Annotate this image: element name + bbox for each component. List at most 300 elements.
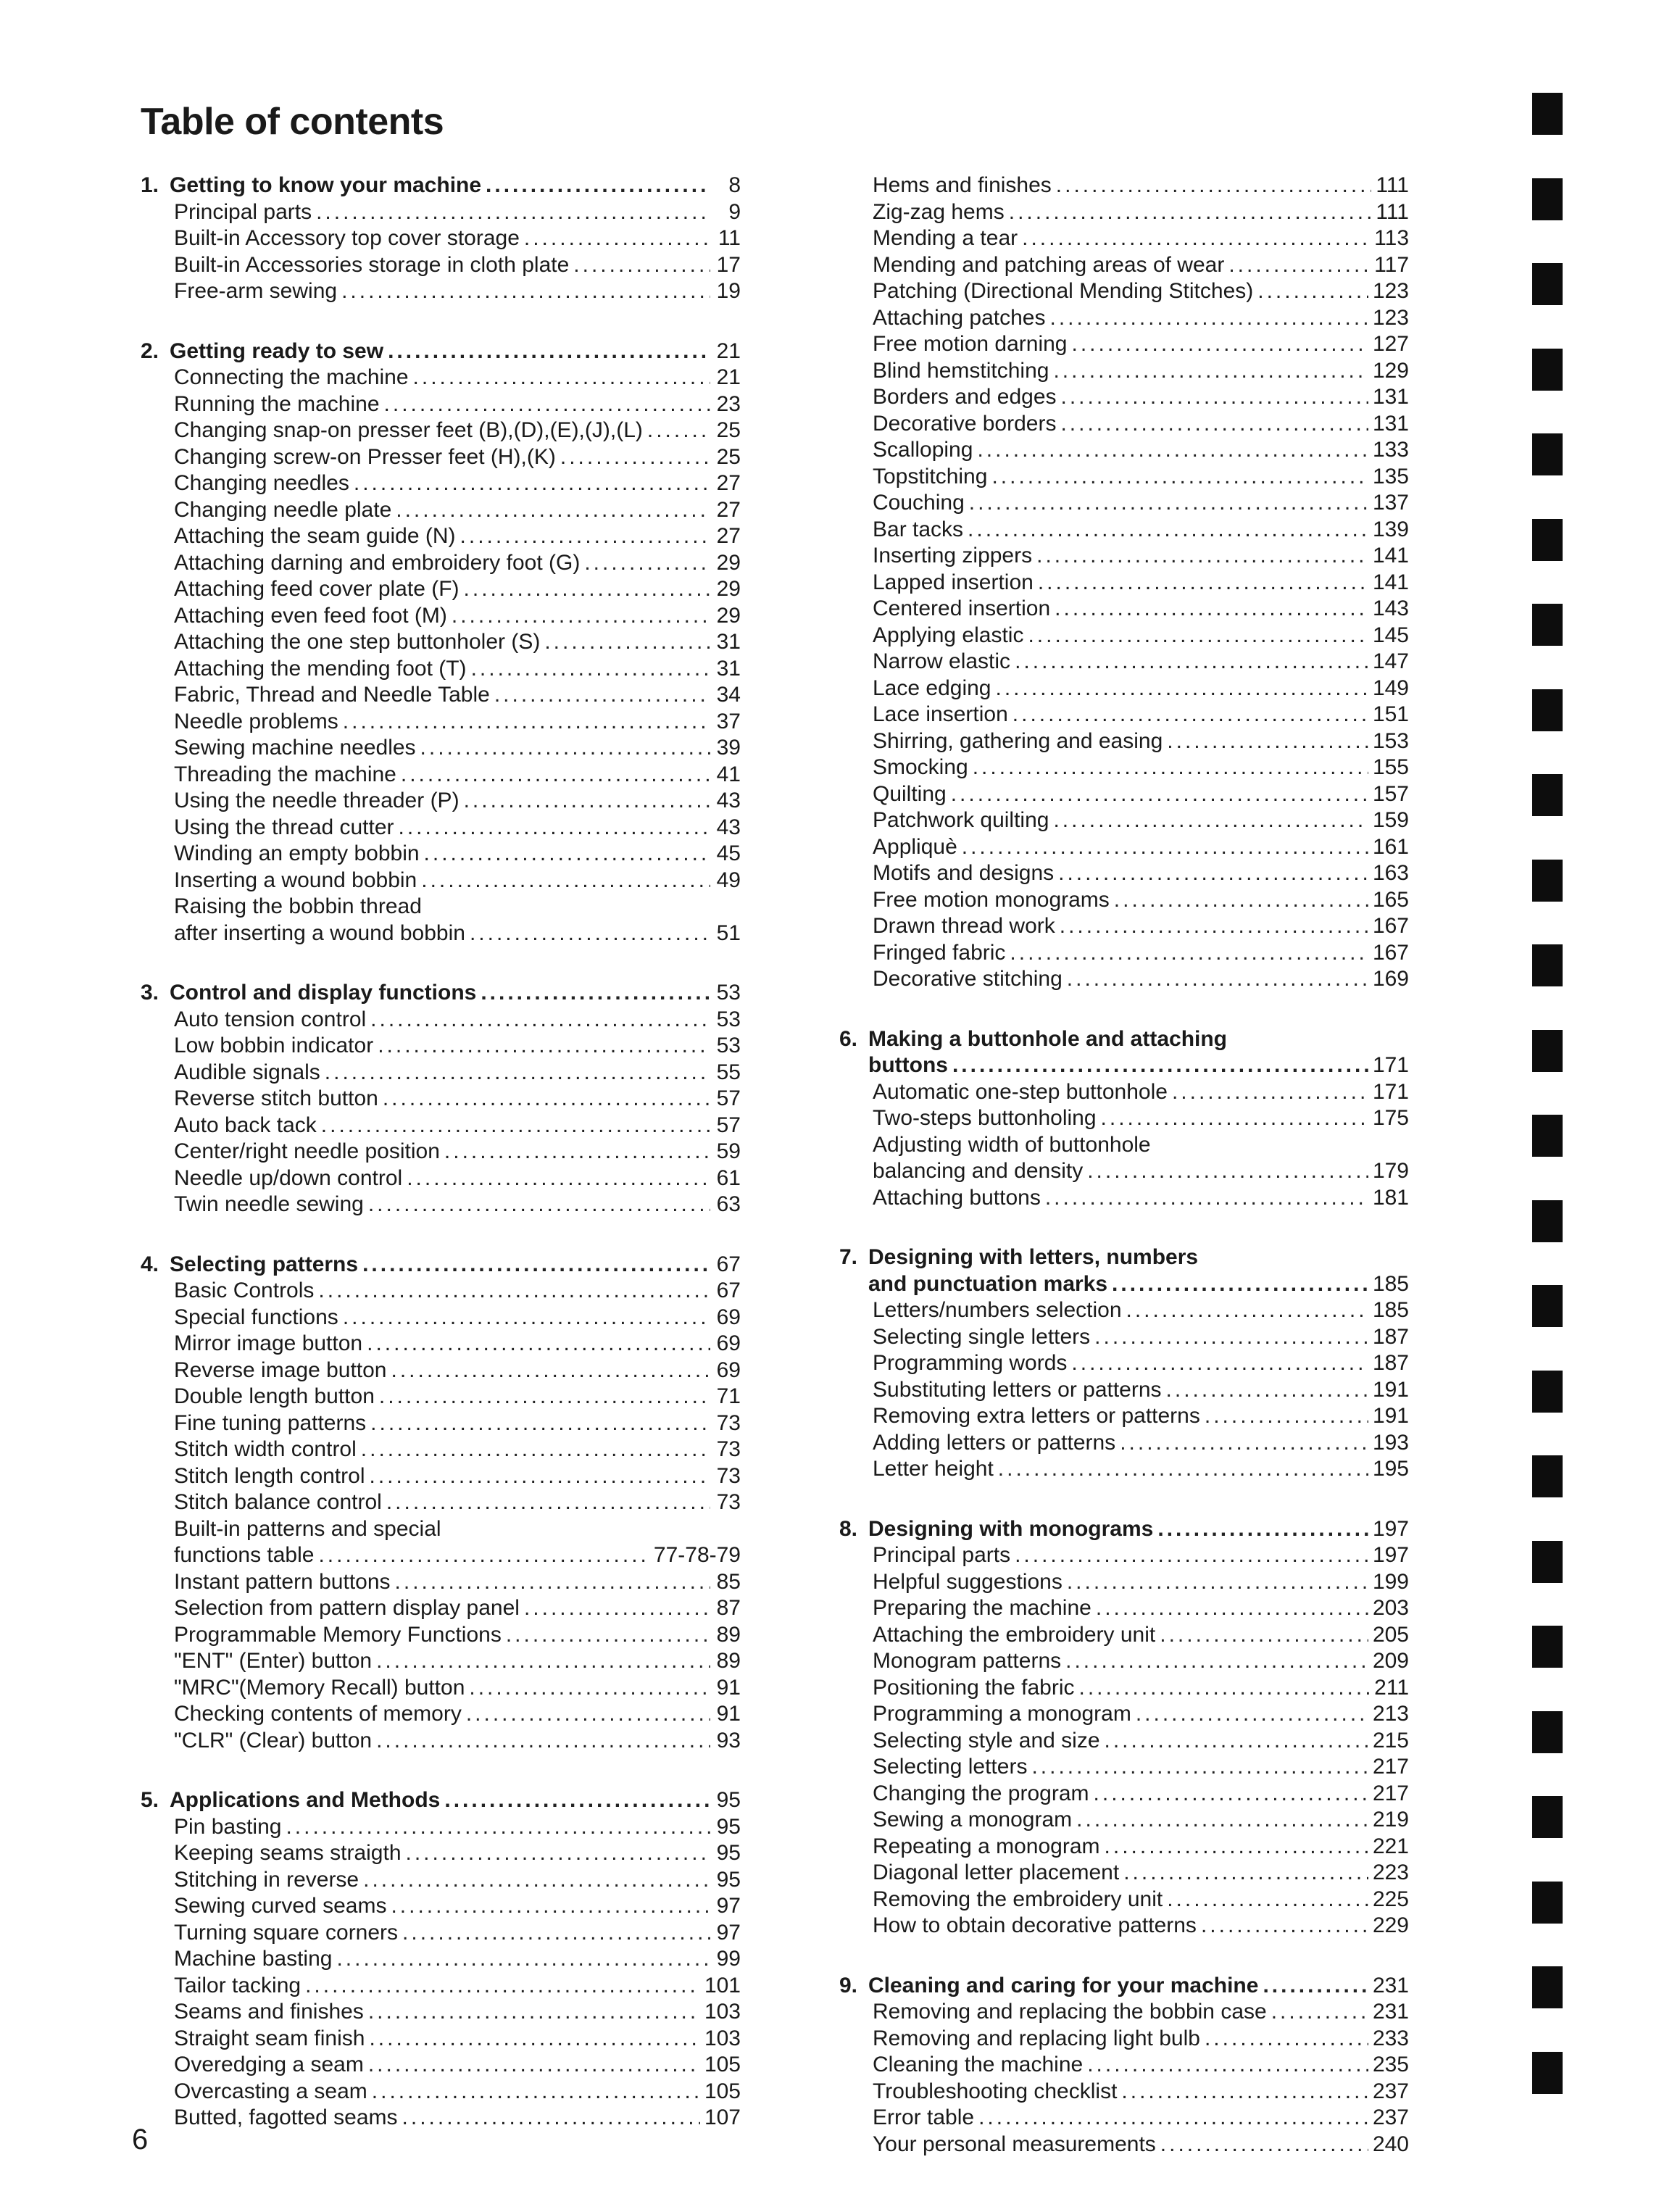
entry-label: Troubleshooting checklist	[873, 2079, 1118, 2103]
toc-entry[interactable]	[141, 1648, 741, 1675]
toc-entry[interactable]	[839, 252, 1409, 279]
section-number: 4.	[141, 1252, 159, 1276]
page-ref: 131	[1372, 385, 1409, 409]
dot-leader	[413, 365, 710, 391]
page-ref: 101	[704, 1973, 741, 1997]
toc-entry[interactable]	[141, 1437, 741, 1463]
entry-label: Applying elastic	[873, 623, 1024, 647]
toc-entry[interactable]	[839, 305, 1409, 332]
thumb-tab	[1532, 178, 1563, 220]
page-ref: 153	[1372, 728, 1409, 753]
toc-section-heading[interactable]	[141, 980, 741, 1007]
toc-entry[interactable]	[839, 1430, 1409, 1457]
section-title: Making a buttonhole and attaching	[868, 1026, 1227, 1051]
toc-entry[interactable]	[839, 1569, 1409, 1596]
toc-entry[interactable]	[141, 417, 741, 444]
toc-entry[interactable]	[839, 728, 1409, 755]
entry-label: Adding letters or patterns	[873, 1430, 1116, 1455]
entry-label: Free-arm sewing	[174, 279, 338, 303]
toc-entry[interactable]	[839, 543, 1409, 570]
toc-entry[interactable]	[141, 2079, 741, 2105]
toc-entry[interactable]	[839, 2079, 1409, 2105]
dot-leader	[973, 754, 1368, 781]
toc-entry[interactable]	[839, 172, 1409, 199]
dot-leader	[361, 1437, 710, 1463]
dot-leader	[1121, 2079, 1368, 2105]
dot-leader	[1087, 2052, 1368, 2079]
dot-leader	[401, 762, 710, 789]
page-ref: 143	[1372, 596, 1409, 620]
page-ref: 89	[716, 1649, 741, 1673]
toc-entry[interactable]	[839, 1403, 1409, 1430]
section-title: and punctuation marks	[868, 1271, 1108, 1296]
page-ref: 51	[716, 920, 741, 945]
page-ref: 169	[1372, 967, 1409, 991]
toc-entry[interactable]	[141, 2052, 741, 2079]
toc-entry[interactable]	[839, 1542, 1409, 1569]
toc-entry[interactable]	[839, 1675, 1409, 1702]
section-title: Getting to know your machine	[170, 173, 482, 197]
page-ref: 55	[716, 1060, 741, 1084]
thumb-tab	[1532, 1626, 1563, 1668]
toc-entry[interactable]	[141, 920, 741, 947]
entry-label: Shirring, gathering and easing	[873, 728, 1163, 753]
toc-entry[interactable]	[839, 1158, 1409, 1185]
toc-entry[interactable]	[141, 199, 741, 226]
toc-entry[interactable]	[839, 384, 1409, 411]
toc-section-heading[interactable]	[141, 172, 741, 199]
page-ref: 103	[704, 2000, 741, 2024]
toc-entry[interactable]	[839, 702, 1409, 728]
toc-entry[interactable]	[839, 2105, 1409, 2132]
toc-entry[interactable]	[141, 252, 741, 279]
dot-leader	[391, 1893, 710, 1920]
entry-label: Using the thread cutter	[174, 815, 394, 839]
toc-entry[interactable]	[839, 649, 1409, 675]
toc-entry[interactable]	[839, 517, 1409, 544]
entry-label: Attaching the mending foot (T)	[174, 656, 467, 681]
toc-section-heading[interactable]	[839, 1244, 1409, 1271]
toc-entry[interactable]	[141, 2026, 741, 2053]
toc-entry[interactable]	[141, 1410, 741, 1437]
toc-entry[interactable]	[839, 1079, 1409, 1106]
toc-section-heading[interactable]	[141, 1787, 741, 1814]
entry-label: Smocking	[873, 755, 968, 779]
page-ref: 27	[716, 497, 741, 522]
toc-section-heading[interactable]	[141, 338, 741, 365]
dot-leader	[1160, 1622, 1368, 1649]
dot-leader	[391, 1358, 711, 1384]
dot-leader	[1009, 199, 1372, 226]
toc-entry[interactable]	[839, 1807, 1409, 1834]
toc-entry[interactable]	[839, 1860, 1409, 1887]
entry-label: Double length button	[174, 1384, 375, 1408]
toc-entry[interactable]	[141, 470, 741, 497]
dot-leader	[524, 225, 710, 252]
dot-leader	[469, 1675, 710, 1702]
toc-entry[interactable]	[141, 1165, 741, 1192]
dot-leader	[396, 497, 710, 524]
toc-entry[interactable]	[839, 1834, 1409, 1861]
toc-entry[interactable]	[839, 358, 1409, 385]
page-ref: 43	[716, 789, 741, 812]
dot-leader	[286, 1814, 710, 1841]
toc-entry[interactable]	[141, 894, 741, 920]
entry-label: Selecting style and size	[873, 1728, 1100, 1753]
toc-entry[interactable]	[839, 1297, 1409, 1324]
toc-entry[interactable]	[141, 1946, 741, 1973]
thumb-tab	[1532, 519, 1563, 561]
dot-leader	[1096, 1595, 1368, 1622]
toc-entry[interactable]	[141, 762, 741, 789]
toc-entry[interactable]	[141, 1595, 741, 1622]
toc-entry[interactable]	[141, 735, 741, 762]
toc-entry[interactable]	[141, 1867, 741, 1894]
toc-entry[interactable]	[141, 576, 741, 603]
thumb-tab	[1532, 1796, 1563, 1838]
toc-entry[interactable]	[141, 225, 741, 252]
toc-entry[interactable]	[141, 1920, 741, 1947]
toc-entry[interactable]	[141, 1192, 741, 1218]
toc-entry[interactable]	[141, 550, 741, 577]
toc-entry[interactable]	[141, 1701, 741, 1728]
entry-label: Topstitching	[873, 464, 988, 488]
dot-leader	[321, 1113, 710, 1139]
dot-leader	[1060, 411, 1368, 438]
toc-entry[interactable]	[839, 199, 1409, 226]
page-ref: 135	[1372, 464, 1409, 488]
dot-leader	[336, 1946, 710, 1973]
toc-entry[interactable]	[839, 754, 1409, 781]
toc-entry[interactable]	[839, 913, 1409, 940]
toc-entry[interactable]	[839, 860, 1409, 887]
thumb-tab	[1532, 1966, 1563, 2008]
entry-label: Your personal measurements	[873, 2132, 1156, 2156]
page-ref: 91	[716, 1702, 741, 1726]
toc-entry[interactable]	[141, 278, 741, 305]
thumb-tab	[1532, 1711, 1563, 1753]
page-ref: 61	[716, 1165, 741, 1190]
page-ref: 185	[1372, 1298, 1409, 1322]
entry-label: Removing extra letters or patterns	[873, 1404, 1200, 1428]
toc-entry[interactable]	[839, 2026, 1409, 2053]
toc-entry[interactable]	[141, 365, 741, 391]
toc-entry[interactable]	[839, 596, 1409, 623]
dot-leader	[1079, 1675, 1371, 1702]
dot-leader	[951, 781, 1368, 808]
entry-label: Drawn thread work	[873, 914, 1055, 938]
page-ref: 11	[718, 226, 741, 250]
page-ref: 8	[728, 173, 741, 197]
toc-entry[interactable]	[141, 868, 741, 894]
toc-entry[interactable]	[839, 1377, 1409, 1404]
toc-entry[interactable]	[839, 225, 1409, 252]
toc-entry[interactable]	[839, 1701, 1409, 1728]
toc-entry[interactable]	[839, 1105, 1409, 1132]
entry-label: Cleaning the machine	[873, 2053, 1084, 2076]
entry-label: Decorative borders	[873, 411, 1057, 436]
toc-section-heading[interactable]	[839, 1026, 1409, 1053]
toc-section-heading[interactable]	[839, 1973, 1409, 2000]
page-ref: 225	[1372, 1887, 1409, 1911]
page-ref: 69	[716, 1305, 741, 1329]
toc-entry[interactable]	[839, 437, 1409, 464]
toc-entry[interactable]	[141, 1305, 741, 1331]
toc-entry[interactable]	[141, 1675, 741, 1702]
page-ref: 159	[1372, 808, 1409, 832]
page-ref: 151	[1372, 702, 1409, 726]
entry-label: Letters/numbers selection	[873, 1298, 1122, 1322]
page-ref: 167	[1372, 914, 1409, 938]
toc-entry[interactable]	[839, 1728, 1409, 1755]
entry-label: Zig-zag hems	[873, 199, 1005, 224]
toc-entry[interactable]	[839, 278, 1409, 305]
entry-label: Attaching the seam guide (N)	[174, 524, 456, 548]
toc-entry[interactable]	[141, 1973, 741, 2000]
section-number: 1.	[141, 173, 159, 197]
toc-entry[interactable]	[839, 490, 1409, 517]
section-title: Applications and Methods	[170, 1788, 441, 1812]
page-ref: 73	[716, 1463, 741, 1488]
dot-leader	[444, 1787, 710, 1814]
entry-label: functions table	[174, 1543, 315, 1567]
toc-entry[interactable]	[141, 1384, 741, 1410]
page-ref: 91	[716, 1675, 741, 1700]
entry-label: Preparing the machine	[873, 1596, 1091, 1620]
toc-entry[interactable]	[839, 1622, 1409, 1649]
entry-label: Mending and patching areas of wear	[873, 252, 1225, 277]
entry-label: Lapped insertion	[873, 570, 1034, 594]
toc-entry[interactable]	[141, 1060, 741, 1086]
entry-label: Stitch balance control	[174, 1490, 382, 1514]
toc-entry[interactable]	[839, 331, 1409, 358]
toc-entry[interactable]	[141, 1278, 741, 1305]
page-ref: 197	[1372, 1516, 1409, 1541]
thumb-tab	[1532, 1455, 1563, 1497]
page-ref: 123	[1372, 279, 1409, 303]
toc-entry[interactable]	[141, 788, 741, 815]
dot-leader	[1257, 278, 1368, 305]
page-ref: 23	[716, 391, 741, 416]
toc-entry[interactable]	[839, 675, 1409, 702]
dot-leader	[420, 735, 710, 762]
toc-entry[interactable]	[839, 1754, 1409, 1781]
page-ref: 95	[716, 1867, 741, 1892]
toc-entry[interactable]	[141, 2105, 741, 2132]
toc-entry[interactable]	[141, 629, 741, 656]
dot-leader	[376, 1648, 710, 1675]
entry-label: Attaching buttons	[873, 1185, 1041, 1210]
toc-entry[interactable]	[141, 1516, 741, 1543]
entry-label: Centered insertion	[873, 596, 1051, 620]
dot-leader	[978, 2105, 1368, 2132]
page-ref: 111	[1376, 173, 1409, 197]
toc-entry[interactable]	[839, 966, 1409, 993]
toc-section-heading[interactable]	[839, 1052, 1409, 1079]
entry-label: Removing the embroidery unit	[873, 1887, 1163, 1911]
page-ref: 187	[1372, 1324, 1409, 1349]
toc-entry[interactable]	[839, 1781, 1409, 1808]
entry-label: Selecting single letters	[873, 1324, 1091, 1349]
dot-leader	[506, 1622, 710, 1649]
toc-entry[interactable]	[141, 1622, 741, 1649]
dot-leader	[464, 576, 710, 603]
toc-entry[interactable]	[839, 1595, 1409, 1622]
toc-entry[interactable]	[839, 623, 1409, 649]
entry-label: balancing and density	[873, 1159, 1084, 1183]
toc-entry[interactable]	[141, 841, 741, 868]
thumb-tab	[1532, 689, 1563, 731]
page-ref: 67	[716, 1252, 741, 1276]
entry-label: Connecting the machine	[174, 365, 409, 389]
toc-entry[interactable]	[839, 1350, 1409, 1377]
toc-entry[interactable]	[141, 1007, 741, 1034]
dot-leader	[452, 603, 710, 630]
thumb-tab	[1532, 263, 1563, 305]
toc-entry[interactable]	[839, 2132, 1409, 2158]
entry-label: Lace edging	[873, 675, 991, 700]
dot-leader	[1101, 1105, 1368, 1132]
toc-entry[interactable]	[141, 391, 741, 418]
toc-entry[interactable]	[141, 682, 741, 709]
dot-leader	[343, 1305, 710, 1331]
page-ref: 223	[1372, 1861, 1409, 1884]
entry-label: Raising the bobbin thread	[174, 894, 422, 918]
thumb-index-tabs	[1532, 93, 1563, 2122]
toc-entry[interactable]	[141, 1840, 741, 1867]
toc-entry[interactable]	[839, 834, 1409, 861]
dot-leader	[995, 675, 1368, 702]
entry-label: Principal parts	[174, 199, 312, 224]
toc-entry[interactable]	[839, 1913, 1409, 1940]
dot-leader	[370, 1007, 710, 1034]
toc-section-heading[interactable]	[839, 1271, 1409, 1298]
toc-entry[interactable]	[141, 1033, 741, 1060]
toc-entry[interactable]	[839, 570, 1409, 596]
page-ref: 73	[716, 1490, 741, 1514]
toc-entry[interactable]	[141, 1358, 741, 1384]
toc-entry[interactable]	[141, 656, 741, 683]
toc-entry[interactable]	[141, 1086, 741, 1113]
toc-entry[interactable]	[839, 1999, 1409, 2026]
page-ref: 117	[1374, 252, 1409, 277]
entry-label: Needle up/down control	[174, 1165, 403, 1190]
page-ref: 21	[716, 365, 741, 389]
entry-label: Patchwork quilting	[873, 808, 1049, 832]
page-ref: 95	[716, 1788, 741, 1812]
toc-entry[interactable]	[839, 1887, 1409, 1913]
toc-entry[interactable]	[839, 1648, 1409, 1675]
page-ref: 95	[716, 1841, 741, 1865]
toc-entry[interactable]	[839, 807, 1409, 834]
dot-leader	[962, 834, 1368, 861]
entry-label: Changing the program	[873, 1781, 1089, 1805]
toc-entry[interactable]	[141, 1814, 741, 1841]
toc-entry[interactable]	[839, 940, 1409, 967]
page-ref: 43	[716, 815, 741, 839]
toc-entry[interactable]	[141, 709, 741, 736]
toc-entry[interactable]	[839, 2052, 1409, 2079]
toc-entry[interactable]	[141, 1893, 741, 1920]
thumb-tab	[1532, 1371, 1563, 1413]
entry-label: Free motion darning	[873, 332, 1068, 356]
toc-entry[interactable]	[839, 781, 1409, 808]
thumb-tab	[1532, 433, 1563, 475]
dot-leader	[952, 1052, 1368, 1079]
page-ref: 21	[716, 338, 741, 363]
page-ref: 57	[716, 1086, 741, 1110]
page-ref: 63	[716, 1192, 741, 1216]
toc-entry[interactable]	[141, 603, 741, 630]
dot-leader	[369, 2026, 699, 2053]
toc-left-column	[141, 172, 741, 2165]
entry-label: Adjusting width of buttonhole	[873, 1132, 1151, 1157]
toc-entry[interactable]	[839, 411, 1409, 438]
toc-entry[interactable]	[839, 1185, 1409, 1212]
toc-entry[interactable]	[839, 1456, 1409, 1483]
toc-section-heading[interactable]	[839, 1516, 1409, 1543]
page-ref: 73	[716, 1437, 741, 1461]
page-ref: 67	[716, 1279, 741, 1302]
toc-entry[interactable]	[141, 1463, 741, 1490]
toc-entry[interactable]	[141, 1113, 741, 1139]
toc-entry[interactable]	[141, 1999, 741, 2026]
section-title: Selecting patterns	[170, 1252, 359, 1276]
entry-label: Tailor tacking	[174, 1973, 302, 1997]
page-ref: 93	[716, 1728, 741, 1753]
entry-label: Auto tension control	[174, 1007, 367, 1031]
entry-label: Free motion monograms	[873, 887, 1110, 912]
toc-entry[interactable]	[141, 1489, 741, 1516]
entry-label: Built-in Accessories storage in cloth plate	[174, 252, 570, 277]
page-ref: 97	[716, 1920, 741, 1945]
toc-section-heading[interactable]	[141, 1252, 741, 1279]
toc-entry[interactable]	[839, 1324, 1409, 1351]
page-ref: 105	[704, 2079, 741, 2103]
page-ref: 205	[1372, 1622, 1409, 1647]
toc-entry[interactable]	[141, 497, 741, 524]
page-ref: 195	[1372, 1457, 1409, 1481]
toc-entry[interactable]	[141, 1728, 741, 1755]
dot-leader	[383, 1086, 710, 1113]
toc-entry[interactable]	[141, 1569, 741, 1596]
dot-leader	[991, 464, 1368, 491]
entry-label: Attaching feed cover plate (F)	[174, 577, 459, 601]
thumb-tab	[1532, 1541, 1563, 1583]
dot-leader	[318, 1542, 649, 1569]
entry-label: Attaching even feed foot (M)	[174, 603, 447, 628]
toc-entry[interactable]	[141, 1139, 741, 1165]
toc-entry[interactable]	[141, 444, 741, 471]
toc-entry[interactable]	[141, 815, 741, 841]
toc-entry[interactable]	[839, 1132, 1409, 1159]
toc-entry[interactable]	[839, 464, 1409, 491]
toc-entry[interactable]	[839, 887, 1409, 914]
entry-label: Blind hemstitching	[873, 358, 1049, 383]
entry-label: Winding an empty bobbin	[174, 841, 420, 865]
toc-entry[interactable]	[141, 1542, 741, 1569]
section-number: 9.	[839, 1973, 858, 1997]
page-ref: 175	[1372, 1106, 1409, 1130]
toc-entry[interactable]	[141, 1331, 741, 1358]
page-ref: 29	[716, 603, 741, 628]
toc-entry[interactable]	[141, 523, 741, 550]
section-title: Designing with letters, numbers	[868, 1245, 1199, 1269]
entry-label: Butted, fagotted seams	[174, 2105, 398, 2129]
entry-label: Substituting letters or patterns	[873, 1377, 1162, 1402]
page-ref: 103	[704, 2026, 741, 2050]
thumb-tab	[1532, 860, 1563, 902]
